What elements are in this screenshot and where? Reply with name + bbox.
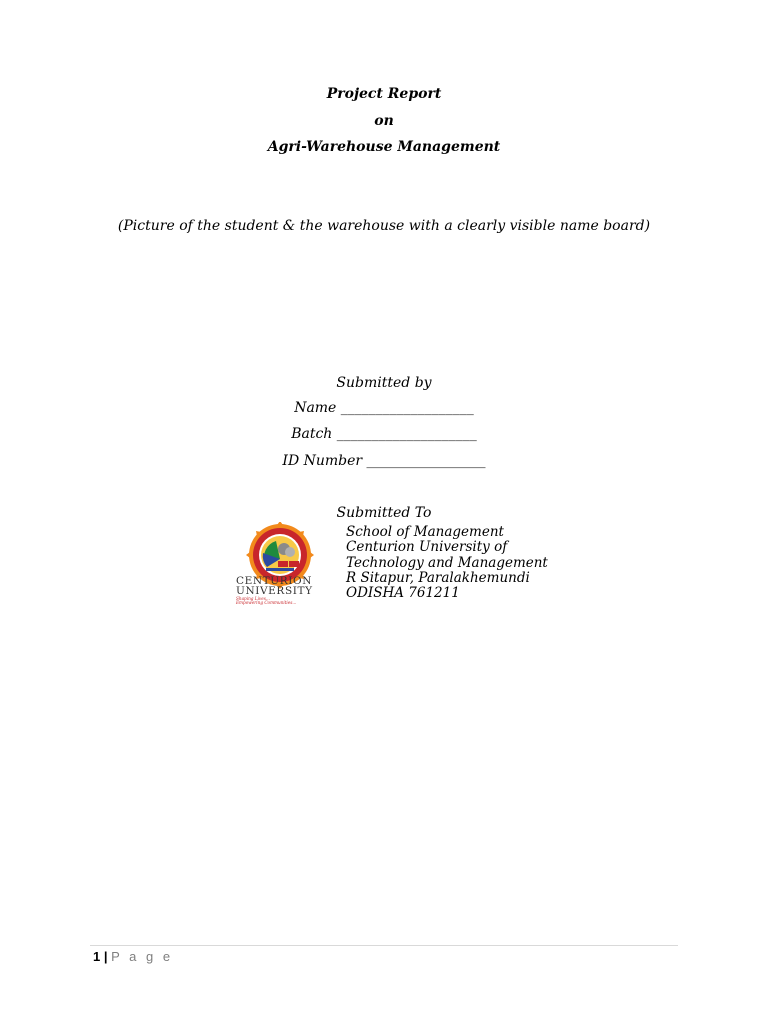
address-line: ODISHA 761211: [346, 585, 460, 602]
page-number: 1: [93, 949, 101, 964]
submitted-by-heading: Submitted by: [336, 375, 432, 391]
page-footer: [93, 949, 173, 965]
id-number-field: ID Number _________________: [282, 453, 486, 469]
page-label: P a g e: [111, 949, 174, 964]
submitted-to-address: [346, 525, 548, 601]
footer-separator: |: [103, 949, 108, 964]
address-line: Centurion University of: [346, 539, 508, 556]
submitted-to-heading: Submitted To: [336, 505, 432, 521]
university-logo: [232, 522, 328, 606]
report-title: Project Report: [326, 86, 442, 102]
report-title-on: on: [374, 113, 394, 129]
batch-field: Batch ____________________: [291, 426, 477, 442]
logo-tagline-2: Empowering Communities...: [236, 600, 297, 606]
picture-placeholder-note: (Picture of the student & the warehouse with a clearly visible name board): [117, 218, 651, 234]
address-line: R Sitapur, Paralakhemundi: [346, 569, 530, 586]
footer-divider: [90, 945, 678, 946]
name-field: Name ___________________: [294, 400, 474, 416]
logo-wordmark-line2: UNIVERSITY: [236, 585, 313, 597]
logo-tagline-1: Shaping Lives...: [236, 596, 270, 601]
logo-wordmark-line1: CENTURION: [236, 575, 312, 587]
address-line: Technology and Management: [346, 554, 548, 571]
address-line: School of Management: [346, 524, 504, 540]
report-subject: Agri-Warehouse Management: [267, 139, 501, 155]
